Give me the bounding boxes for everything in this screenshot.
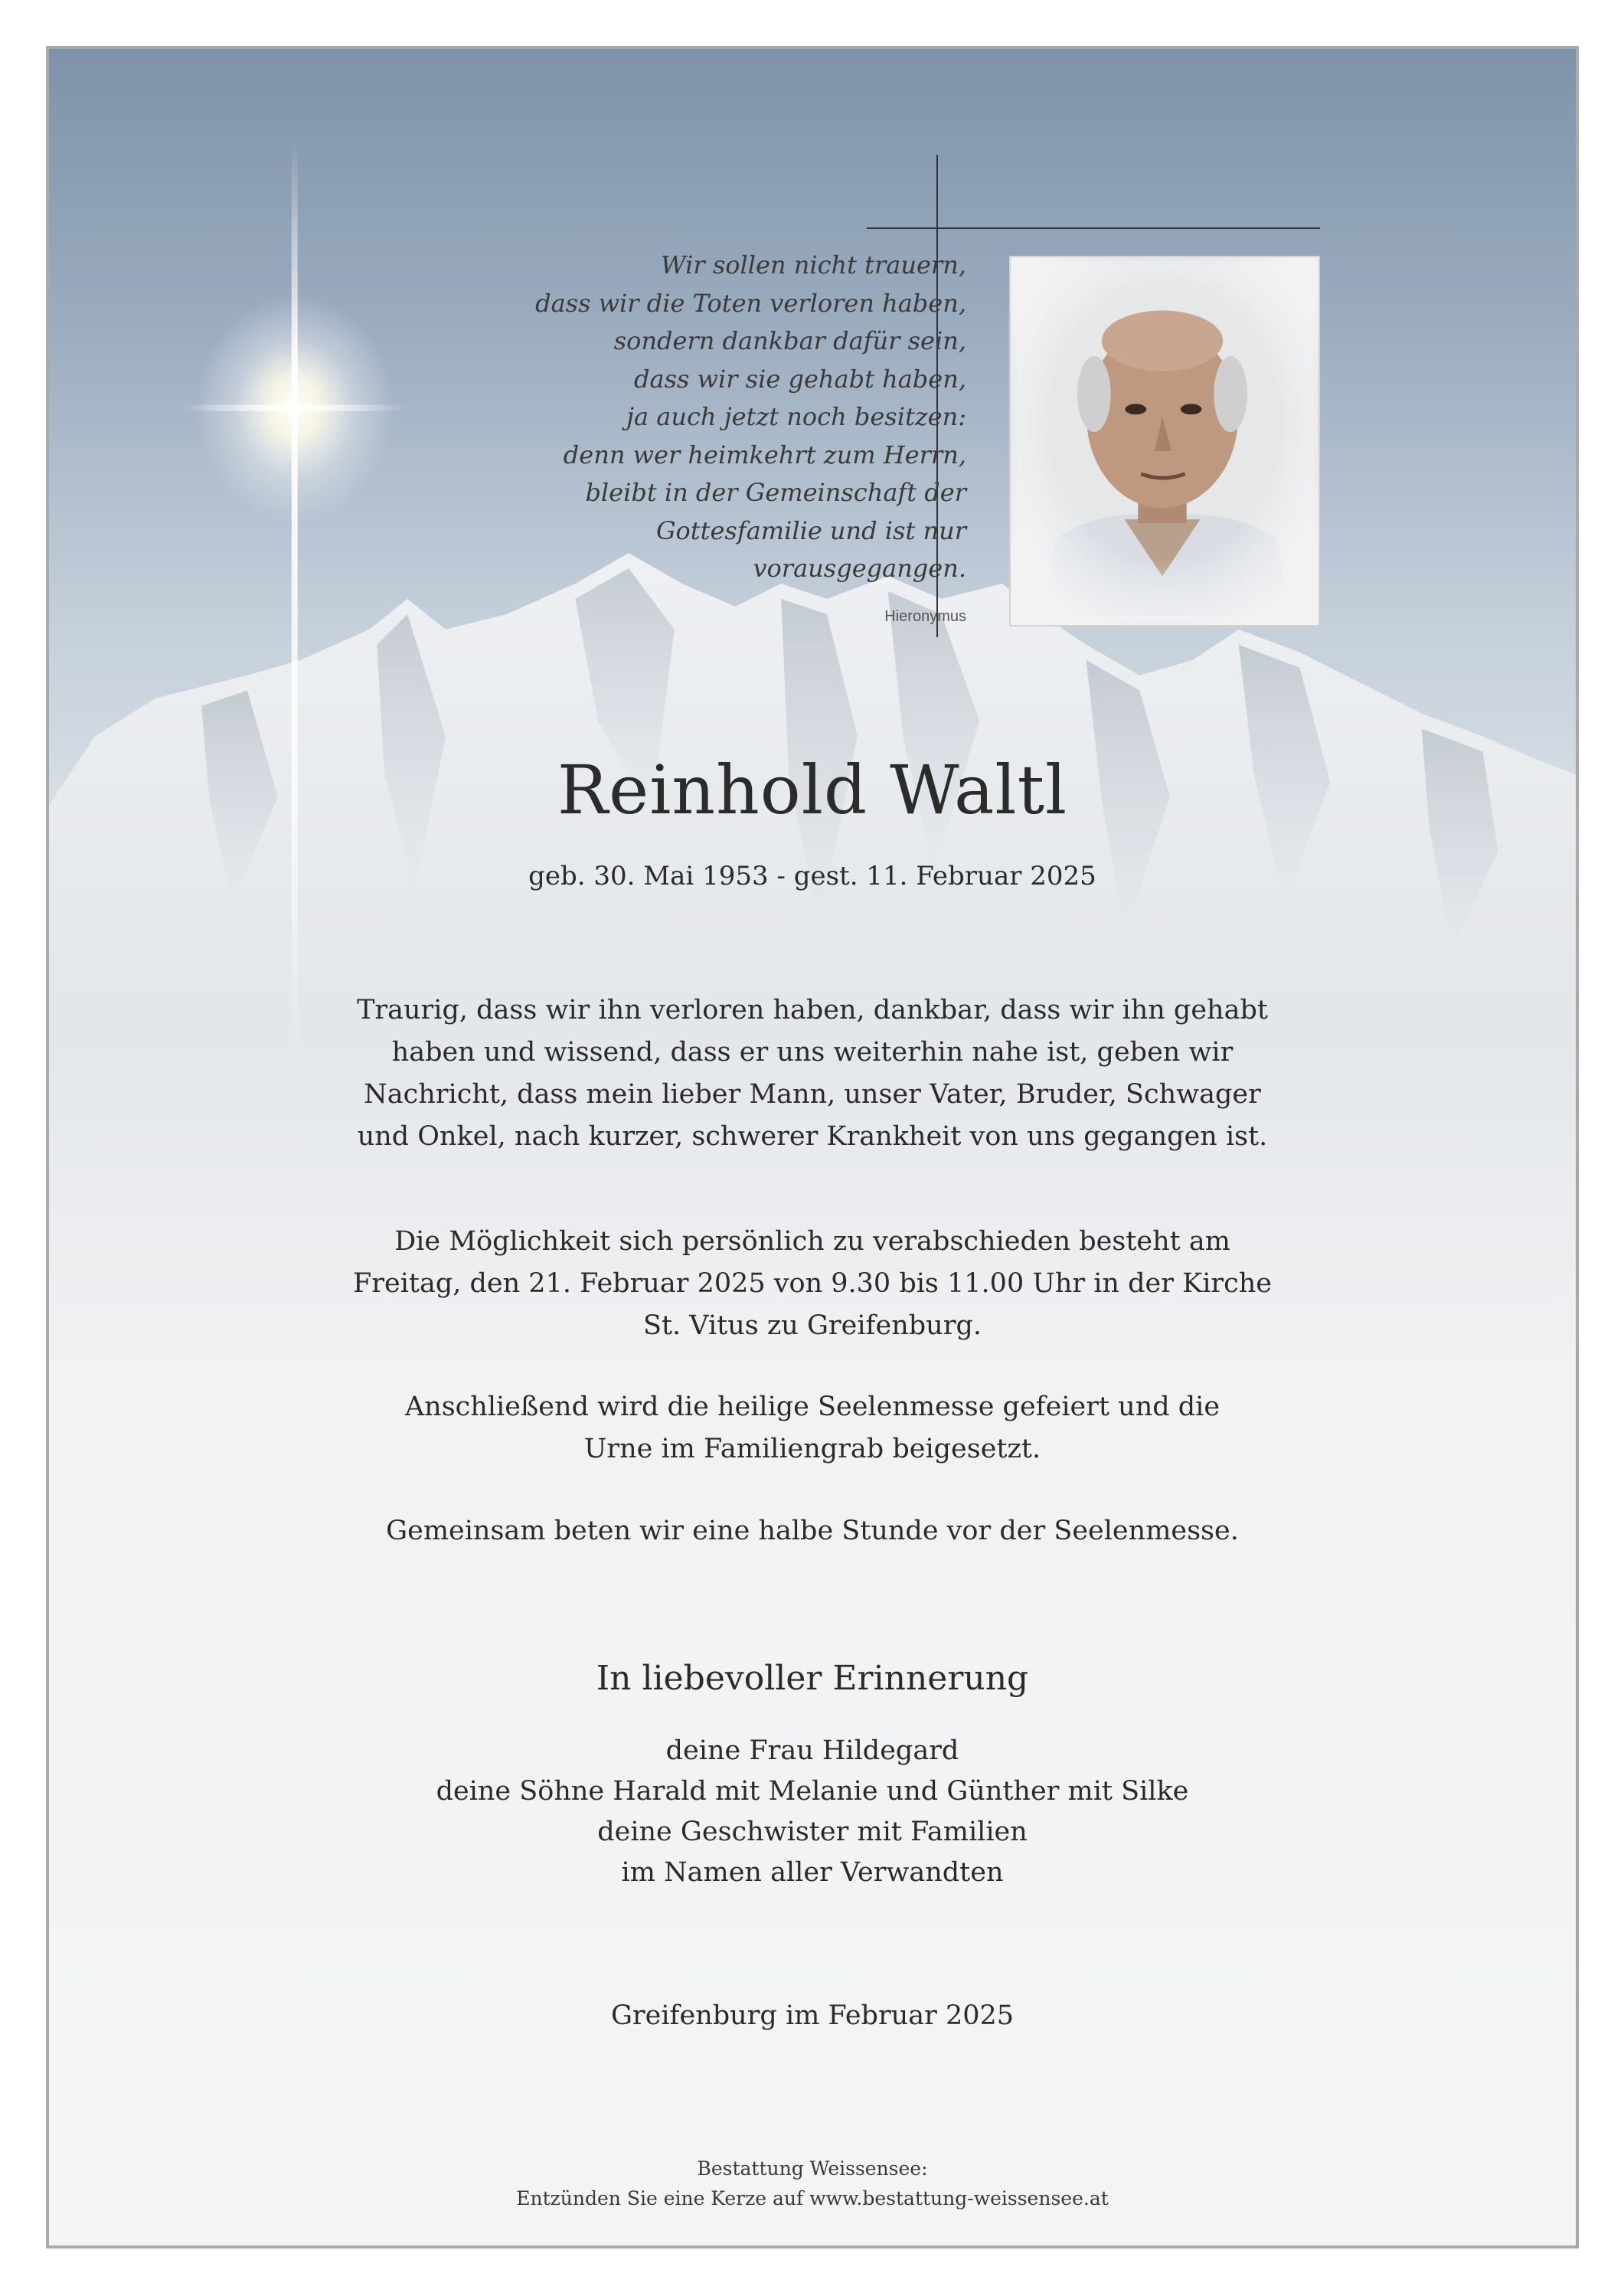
quote-line: ja auch jetzt noch besitzen:: [626, 402, 966, 431]
life-dates: geb. 30. Mai 1953 - gest. 11. Februar 2025: [528, 861, 1096, 891]
paragraph-line: Gemeinsam beten wir eine halbe Stunde vor der Seelenmesse.: [386, 1516, 1239, 1546]
paragraph-line: St. Vitus zu Greifenburg.: [643, 1310, 982, 1341]
paragraph-line: Nachricht, dass mein lieber Mann, unser Vater, Bruder, Schwager: [364, 1079, 1261, 1110]
family-line: deine Söhne Harald mit Melanie und Günther mit Silke: [436, 1776, 1189, 1807]
family-list: [49, 1731, 1576, 1893]
paragraph-line: Traurig, dass wir ihn verloren haben, dankbar, dass wir ihn gehabt: [357, 995, 1268, 1025]
quote-line: vorausgegangen.: [753, 554, 966, 583]
quote-line: bleibt in der Gemeinschaft der: [585, 478, 966, 507]
paragraph-line: und Onkel, nach kurzer, schwerer Krankheit von uns gegangen ist.: [357, 1121, 1268, 1152]
paragraph-line: Urne im Familiengrab beigesetzt.: [583, 1434, 1041, 1464]
quote-line: denn wer heimkehrt zum Herrn,: [563, 440, 966, 469]
paragraph-line: haben und wissend, dass er uns weiterhin nahe ist, geben wir: [391, 1037, 1234, 1068]
quote-line: Wir sollen nicht trauern,: [660, 250, 966, 280]
paragraph-line: Anschließend wird die heilige Seelenmesse gefeiert und die: [404, 1392, 1220, 1422]
family-line: im Namen aller Verwandten: [621, 1857, 1004, 1888]
farewell-paragraph: [49, 1221, 1576, 1347]
deceased-name: Reinhold Waltl: [557, 751, 1068, 829]
quote-author: Hieronymus: [884, 608, 966, 625]
family-line: deine Frau Hildegard: [665, 1735, 959, 1766]
announcement-paragraph: [49, 989, 1576, 1158]
portrait-photo: [1009, 256, 1320, 626]
obituary-card: [46, 46, 1579, 2249]
paragraph-line: Die Möglichkeit sich persönlich zu verabschieden besteht am: [394, 1226, 1230, 1257]
mass-paragraph: [49, 1386, 1576, 1470]
portrait-photo-icon: [1011, 257, 1318, 625]
memory-title: In liebevoller Erinnerung: [596, 1659, 1029, 1698]
footer-link[interactable]: Entzünden Sie eine Kerze auf www.bestattung-weissensee.at: [516, 2187, 1109, 2209]
quote-line: dass wir die Toten verloren haben,: [535, 288, 966, 318]
family-line: deine Geschwister mit Familien: [597, 1817, 1028, 1847]
footer-line: Bestattung Weissensee:: [697, 2157, 928, 2180]
place-date: Greifenburg im Februar 2025: [610, 2000, 1015, 2031]
quote-line: dass wir sie gehabt haben,: [634, 364, 966, 394]
quote-line: Gottesfamilie und ist nur: [655, 515, 966, 545]
paragraph-line: Freitag, den 21. Februar 2025 von 9.30 bis 11.00 Uhr in der Kirche: [353, 1268, 1272, 1299]
cross-horizontal-line: [867, 227, 1320, 229]
footer: [49, 2154, 1576, 2213]
memorial-quote: [476, 247, 966, 588]
quote-line: sondern dankbar dafür sein,: [613, 326, 966, 355]
prayer-paragraph: [49, 1510, 1576, 1552]
